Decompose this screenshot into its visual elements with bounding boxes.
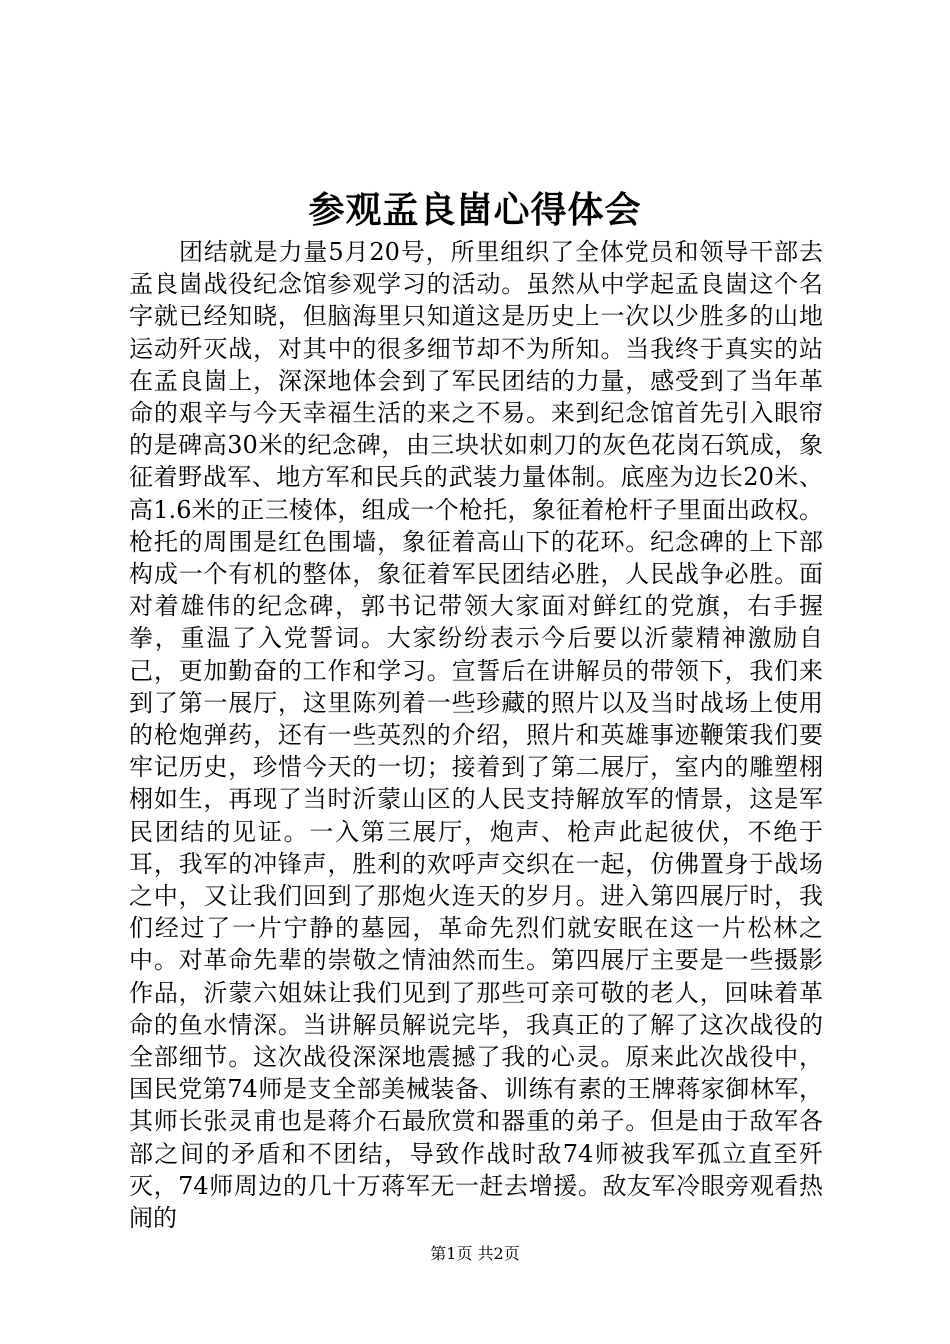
- page-footer: 第1页 共2页: [430, 1244, 520, 1263]
- document-title: 参观孟良崮心得体会: [308, 189, 642, 231]
- document-body-paragraph: 团结就是力量5月20号，所里组织了全体党员和领导干部去孟良崮战役纪念馆参观学习的活动。虽然从中学起孟良崮这个名字就已经知晓，但脑海里只知道这是历史上一次以少胜多的山地运动歼灭战，对其中的很多细节却不为所知。当我终于真实的站在孟良崮上，深深地体会到了军民团结的力量，感受到了当年革命的艰辛与今天幸福生活的来之不易。来到纪念馆首先引入眼帘的是碑高30米的纪念碑，由三块状如刺刀的灰色花岗石筑成，象征着野战军、地方军和民兵的武装力量体制。底座为边长20米、高1.6米的正三棱体，组成一个枪托，象征着枪杆子里面出政权。枪托的周围是红色围墙，象征着高山下的花环。纪念碑的上下部构成一个有机的整体，象征着军民团结必胜，人民战争必胜。面对着雄伟的纪念碑，郭书记带领大家面对鲜红的党旗，右手握拳，重温了入党誓词。大家纷纷表示今后要以沂蒙精神激励自己，更加勤奋的工作和学习。宣誓后在讲解员的带领下，我们来到了第一展厅，这里陈列着一些珍藏的照片以及当时战场上使用的枪炮弹药，还有一些英烈的介绍，照片和英雄事迹鞭策我们要牢记历史，珍惜今天的一切；接着到了第二展厅，室内的雕塑栩栩如生，再现了当时沂蒙山区的人民支持解放军的情景，这是军民团结的见证。一入第三展厅，炮声、枪声此起彼伏，不绝于耳，我军的冲锋声，胜利的欢呼声交织在一起，仿佛置身于战场之中，又让我们回到了那炮火连天的岁月。进入第四展厅时，我们经过了一片宁静的墓园，革命先烈们就安眠在这一片松林之中。对革命先辈的崇敬之情油然而生。第四展厅主要是一些摄影作品，沂蒙六姐妹让我们见到了那些可亲可敬的老人，回味着革命的鱼水情深。当讲解员解说完毕，我真正的了解了这次战役的全部细节。这次战役深深地震撼了我的心灵。原来此次战役中，国民党第74师是支全部美械装备、训练有素的王牌蒋家御林军，其师长张灵甫也是蒋介石最欣赏和器重的弟子。但是由于敌军各部之间的矛盾和不团结，导致作战时敌74师被我军孤立直至歼灭，74师周边的几十万蒋军无一赶去增援。敌友军冷眼旁观看热闹的: [129, 238, 823, 1233]
